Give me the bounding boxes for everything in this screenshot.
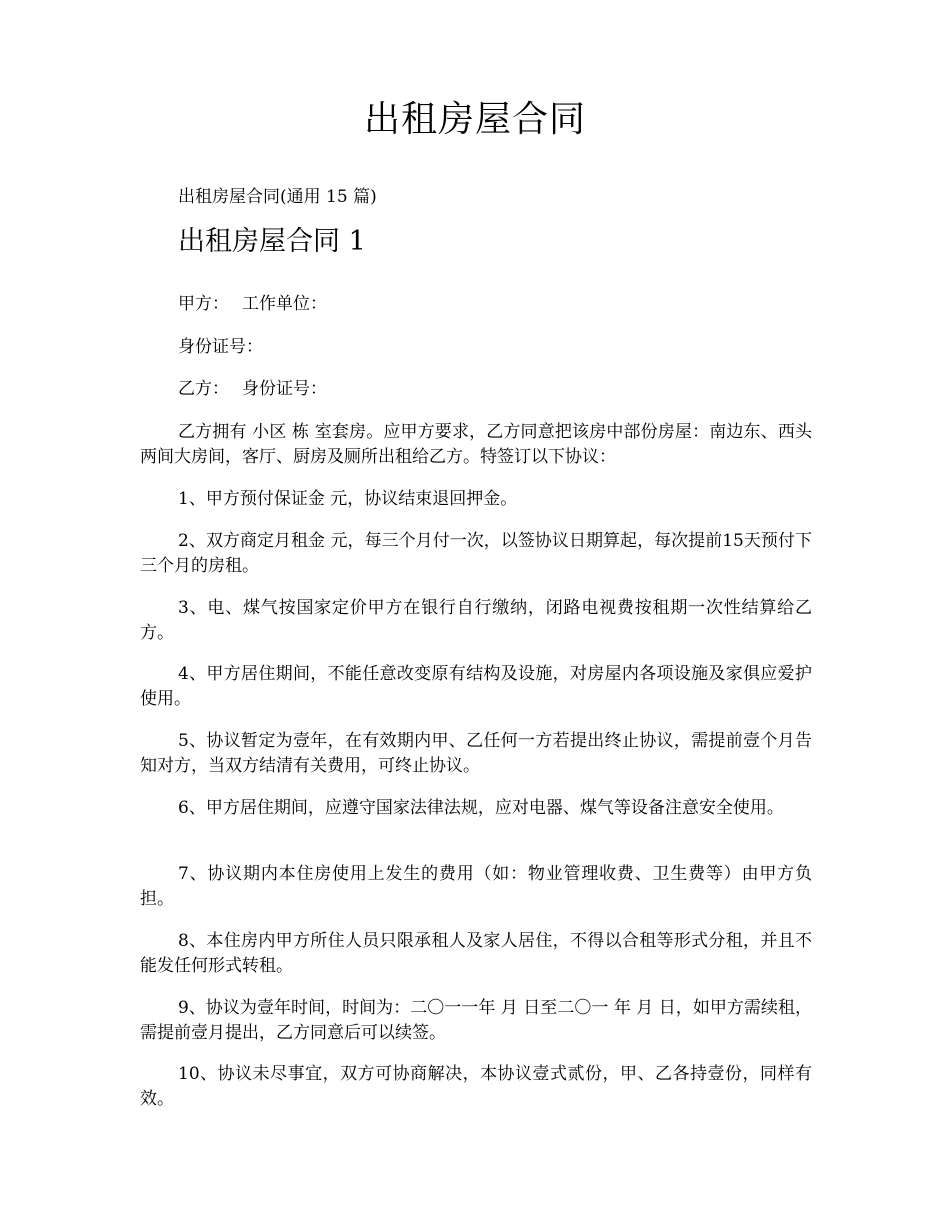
section-heading: 出租房屋合同 1 [178, 226, 366, 257]
party-b-id-label: 身份证号： [242, 379, 327, 399]
clause-6: 6、甲方居住期间，应遵守国家法律法规，应对电器、煤气等设备注意安全使用。 [178, 798, 784, 818]
id-number-label: 身份证号： [178, 337, 263, 357]
clause-4: 4、甲方居住期间，不能任意改变原有结构及设施，对房屋内各项设施及家俱应爱护使用。 [140, 664, 812, 709]
party-b-label: 乙方： [178, 379, 229, 399]
document-subtitle: 出租房屋合同(通用 15 篇) [178, 187, 377, 207]
clause-5: 5、协议暂定为壹年，在有效期内甲、乙任何一方若提出终止协议，需提前壹个月告知对方，当双方结清有关费用，可终止协议。 [140, 731, 812, 776]
clause-2: 2、双方商定月租金 元，每三个月付一次，以签协议日期算起，每次提前15天预付下三个月的房租。 [140, 531, 812, 576]
party-a-work-unit-label: 工作单位： [242, 294, 327, 314]
party-b-line [178, 377, 327, 401]
clause-3: 3、电、煤气按国家定价甲方在银行自行缴纳，闭路电视费按租期一次性结算给乙方。 [140, 598, 812, 643]
intro-paragraph: 乙方拥有 小区 栋 室套房。应甲方要求，乙方同意把该房中部份房屋：南边东、西头两间大房间，客厅、厨房及厕所出租给乙方。特签订以下协议： [140, 422, 812, 467]
document-title: 出租房屋合同 [363, 99, 586, 140]
clause-8: 8、本住房内甲方所住人员只限承租人及家人居住，不得以合租等形式分租，并且不能发任何形式转租。 [140, 931, 812, 976]
party-a-line [178, 292, 327, 316]
clause-10: 10、协议未尽事宜，双方可协商解决，本协议壹式贰份，甲、乙各持壹份，同样有效。 [140, 1064, 812, 1109]
id-number-line [178, 335, 263, 359]
clause-9: 9、协议为壹年时间，时间为：二〇一一年 月 日至二〇一 年 月 日，如甲方需续租，需提前壹月提出，乙方同意后可以续签。 [140, 998, 812, 1043]
clause-1: 1、甲方预付保证金 元，协议结束退回押金。 [178, 489, 518, 509]
clause-7: 7、协议期内本住房使用上发生的费用（如：物业管理收费、卫生费等）由甲方负担。 [140, 864, 812, 909]
party-a-label: 甲方： [178, 294, 229, 314]
